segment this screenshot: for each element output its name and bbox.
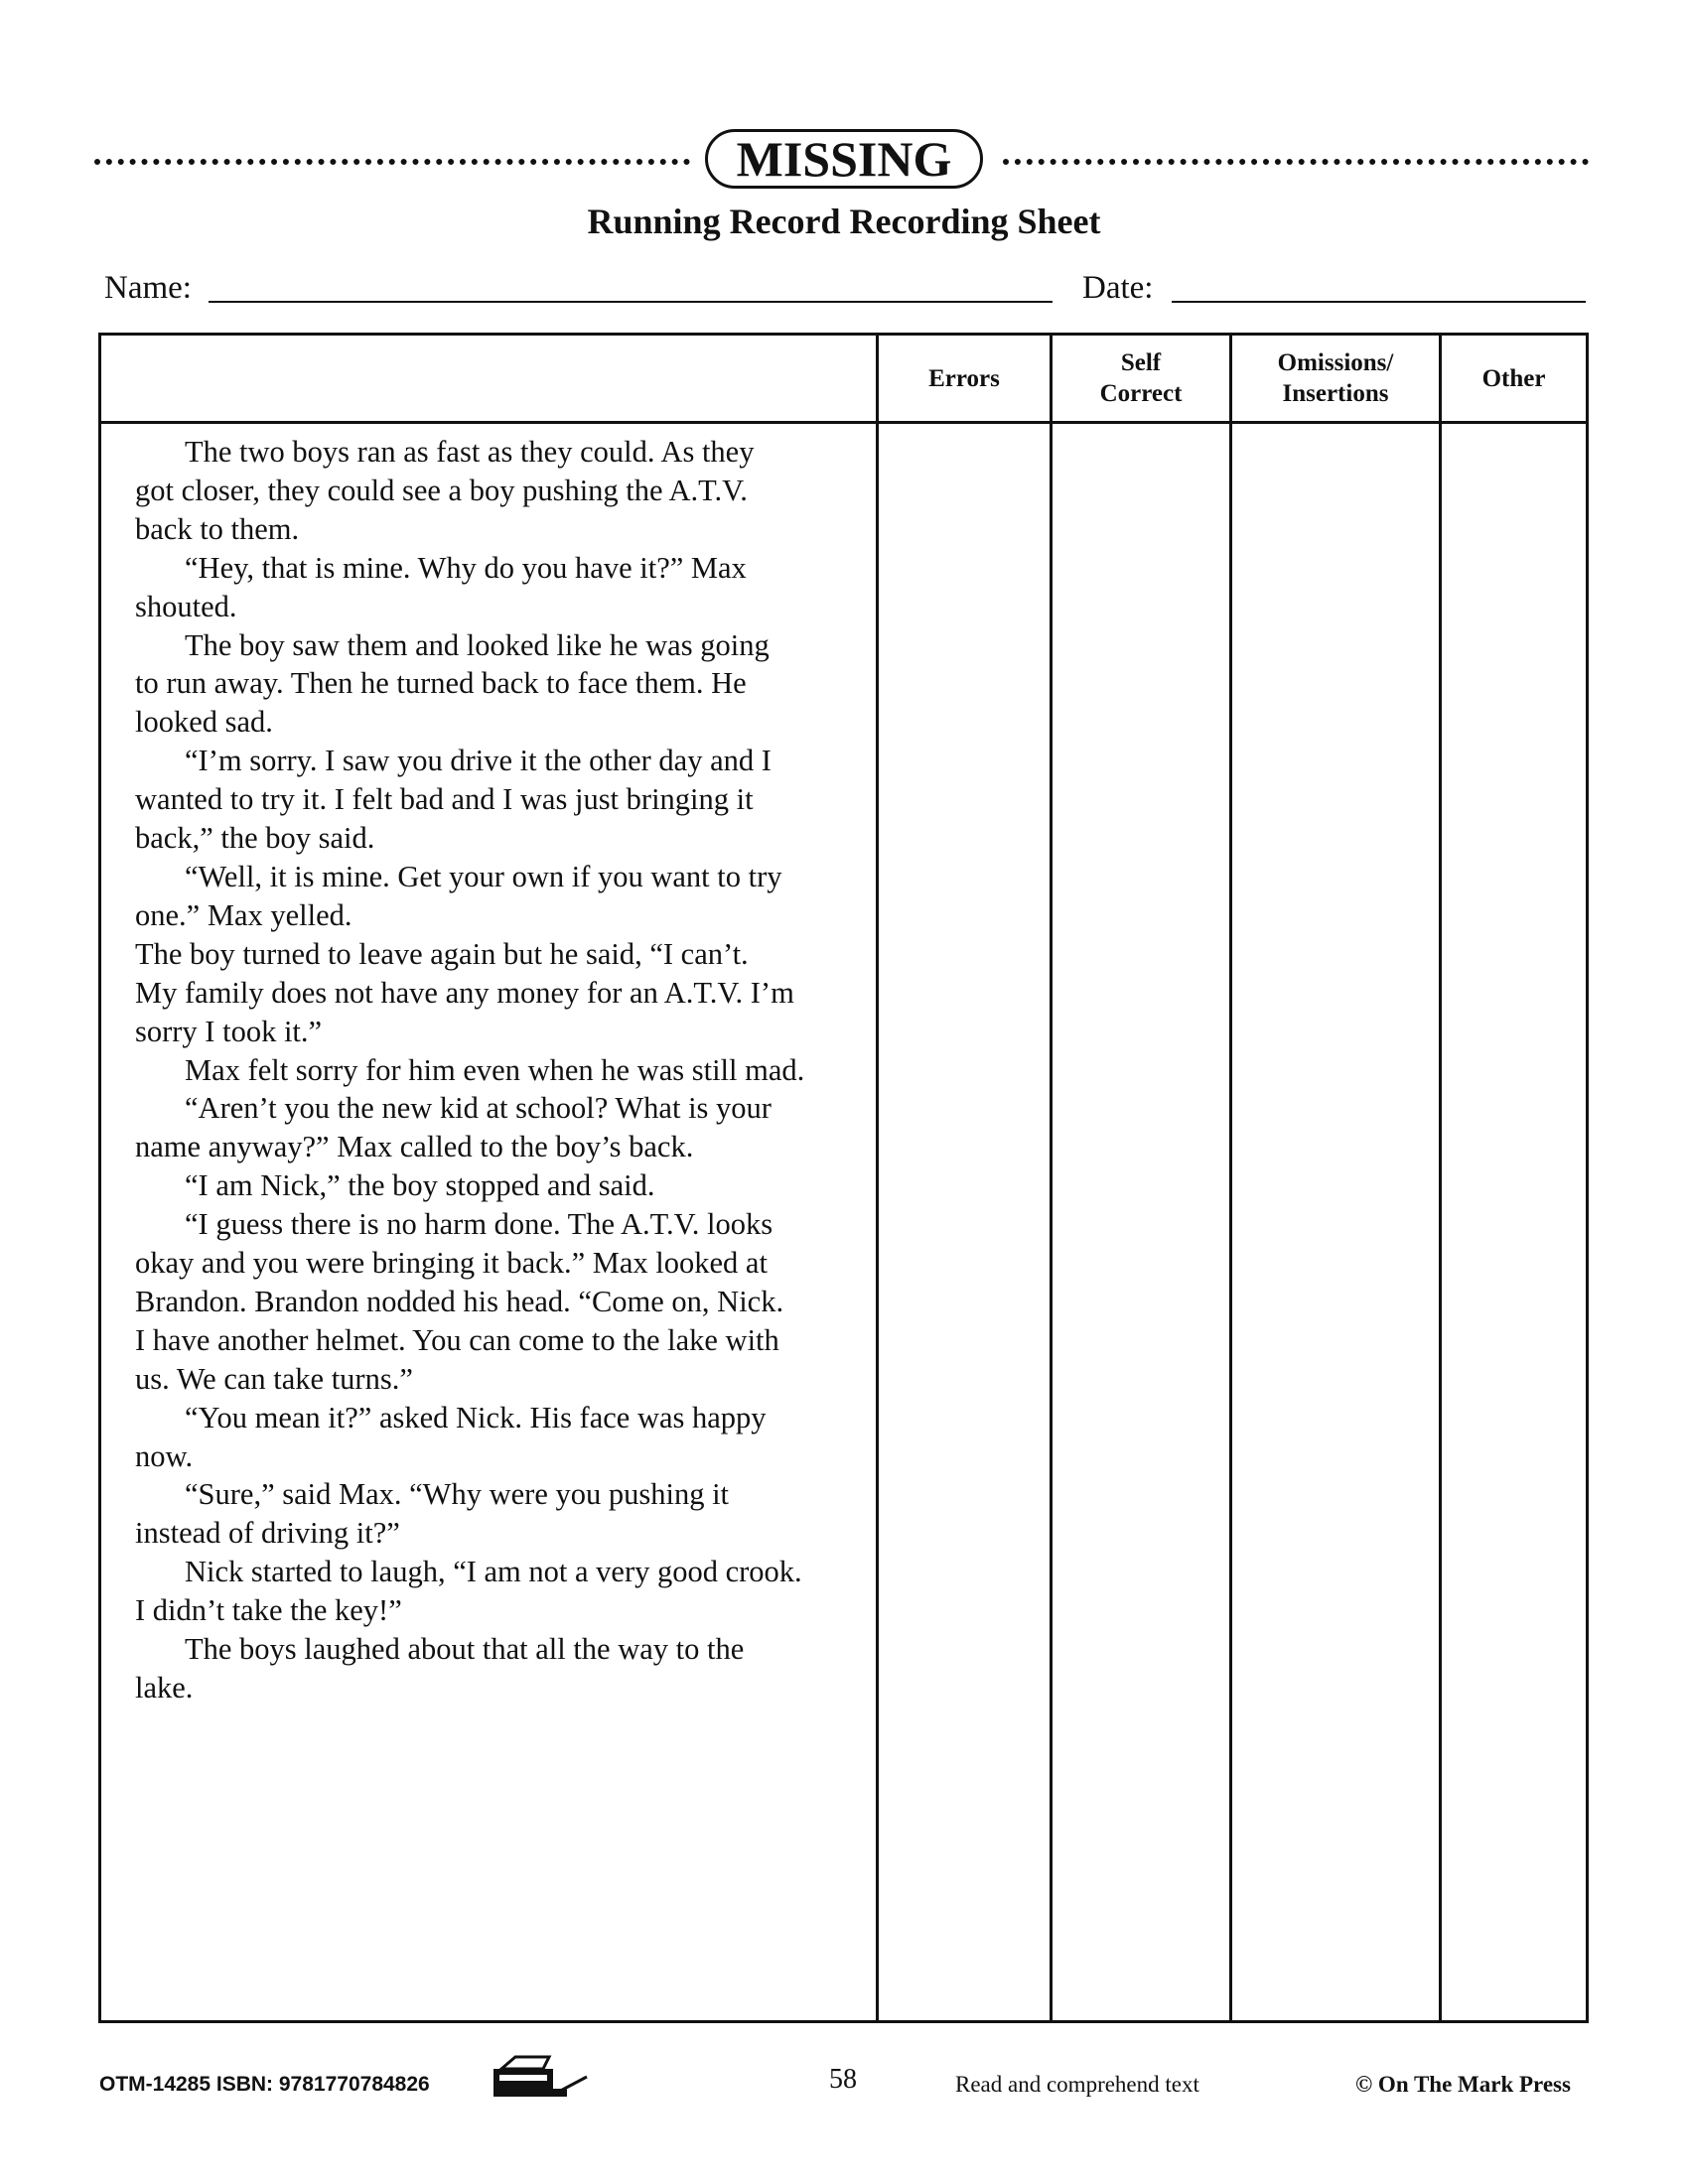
story-line: okay and you were bringing it back.” Max looked at: [135, 1246, 768, 1281]
story-line: instead of driving it?”: [135, 1516, 400, 1551]
column-header-label: Omissions/: [1277, 349, 1394, 376]
story-line: “Hey, that is mine. Why do you have it?” Max: [185, 550, 747, 585]
table-header-divider: [101, 421, 1586, 424]
story-line: “Aren’t you the new kid at school? What is your: [185, 1091, 772, 1126]
column-header-errors: [879, 336, 1050, 421]
date-field[interactable]: [1172, 301, 1586, 303]
photocopier-icon: [492, 2055, 591, 2105]
column-header-label: Insertions: [1282, 380, 1389, 407]
story-paragraph: [135, 433, 865, 549]
story-line: now.: [135, 1438, 194, 1473]
story-line: My family does not have any money for an A.T.V. I’m: [135, 975, 794, 1010]
story-line: sorry I took it.”: [135, 1014, 323, 1048]
footer-copyright: © On The Mark Press: [1355, 2072, 1571, 2097]
name-date-row: [104, 270, 1586, 310]
story-paragraph: [135, 1205, 865, 1399]
column-header-omissions-insertions: [1232, 336, 1439, 421]
story-paragraph: [135, 1553, 865, 1630]
story-line: back,” the boy said.: [135, 821, 375, 856]
story-line: us. We can take turns.”: [135, 1361, 413, 1396]
title-dotted-rule-left: [94, 159, 690, 165]
story-line: “I guess there is no harm done. The A.T.V. looks: [185, 1207, 774, 1242]
page-number: 58: [829, 2064, 857, 2095]
story-paragraph: [135, 1089, 865, 1166]
story-line: The boy saw them and looked like he was going: [185, 627, 770, 662]
story-paragraph: [135, 1051, 865, 1090]
story-line: “I’m sorry. I saw you drive it the other day and I: [185, 744, 772, 778]
column-divider: [876, 336, 879, 2020]
story-line: “Sure,” said Max. “Why were you pushing it: [185, 1477, 730, 1512]
story-paragraph: [135, 549, 865, 626]
name-label: Name:: [104, 270, 192, 306]
story-paragraph: [135, 858, 865, 935]
story-line: “I am Nick,” the boy stopped and said.: [185, 1168, 655, 1203]
footer-product-code: OTM-14285 ISBN: 9781770784826: [99, 2073, 430, 2096]
story-paragraph: [135, 742, 865, 858]
page-subtitle: Running Record Recording Sheet: [587, 202, 1101, 241]
story-text: [135, 433, 865, 1707]
running-record-table: [98, 333, 1589, 2023]
story-line: “You mean it?” asked Nick. His face was happy: [185, 1400, 767, 1434]
date-label: Date:: [1082, 270, 1154, 306]
column-header-label: Other: [1481, 364, 1546, 392]
story-line: back to them.: [135, 511, 300, 546]
story-line: Nick started to laugh, “I am not a very good crook.: [185, 1555, 802, 1589]
story-line: Brandon. Brandon nodded his head. “Come on, Nick.: [135, 1284, 784, 1318]
column-header-other: [1442, 336, 1586, 421]
story-line: The boys laughed about that all the way to the: [185, 1632, 745, 1667]
column-header-label: Self: [1120, 349, 1162, 376]
story-line: Max felt sorry for him even when he was still mad.: [185, 1052, 805, 1087]
footer-skill: Read and comprehend text: [955, 2072, 1199, 2097]
story-paragraph: [135, 1475, 865, 1553]
story-line: shouted.: [135, 589, 237, 623]
column-header-self-correct: [1053, 336, 1229, 421]
column-divider: [1050, 336, 1053, 2020]
column-divider: [1229, 336, 1232, 2020]
story-line: “Well, it is mine. Get your own if you want to try: [185, 859, 782, 893]
story-line: The two boys ran as fast as they could. As they: [185, 435, 755, 469]
title-dotted-rule-right: [1003, 159, 1589, 165]
page-title: MISSING: [705, 129, 983, 189]
story-line: I have another helmet. You can come to the lake with: [135, 1322, 779, 1357]
column-divider: [1439, 336, 1442, 2020]
story-line: to run away. Then he turned back to face them. He: [135, 666, 747, 701]
story-line: lake.: [135, 1671, 194, 1705]
story-paragraph: [135, 1166, 865, 1205]
story-paragraph: [135, 1399, 865, 1476]
story-line: looked sad.: [135, 705, 273, 740]
story-line: I didn’t take the key!”: [135, 1593, 402, 1628]
column-header-label: Correct: [1099, 380, 1183, 407]
story-paragraph: [135, 1630, 865, 1707]
story-line: got closer, they could see a boy pushing the A.T.V.: [135, 473, 748, 507]
story-line: name anyway?” Max called to the boy’s back.: [135, 1130, 694, 1164]
story-paragraph: [135, 626, 865, 743]
column-header-label: Errors: [928, 364, 1000, 392]
story-line: one.” Max yelled.: [135, 897, 352, 932]
story-line: wanted to try it. I felt bad and I was just bringing it: [135, 782, 754, 817]
story-paragraph: [135, 935, 865, 1051]
story-line: The boy turned to leave again but he said, “I can’t.: [135, 936, 749, 971]
name-field[interactable]: [209, 301, 1053, 303]
